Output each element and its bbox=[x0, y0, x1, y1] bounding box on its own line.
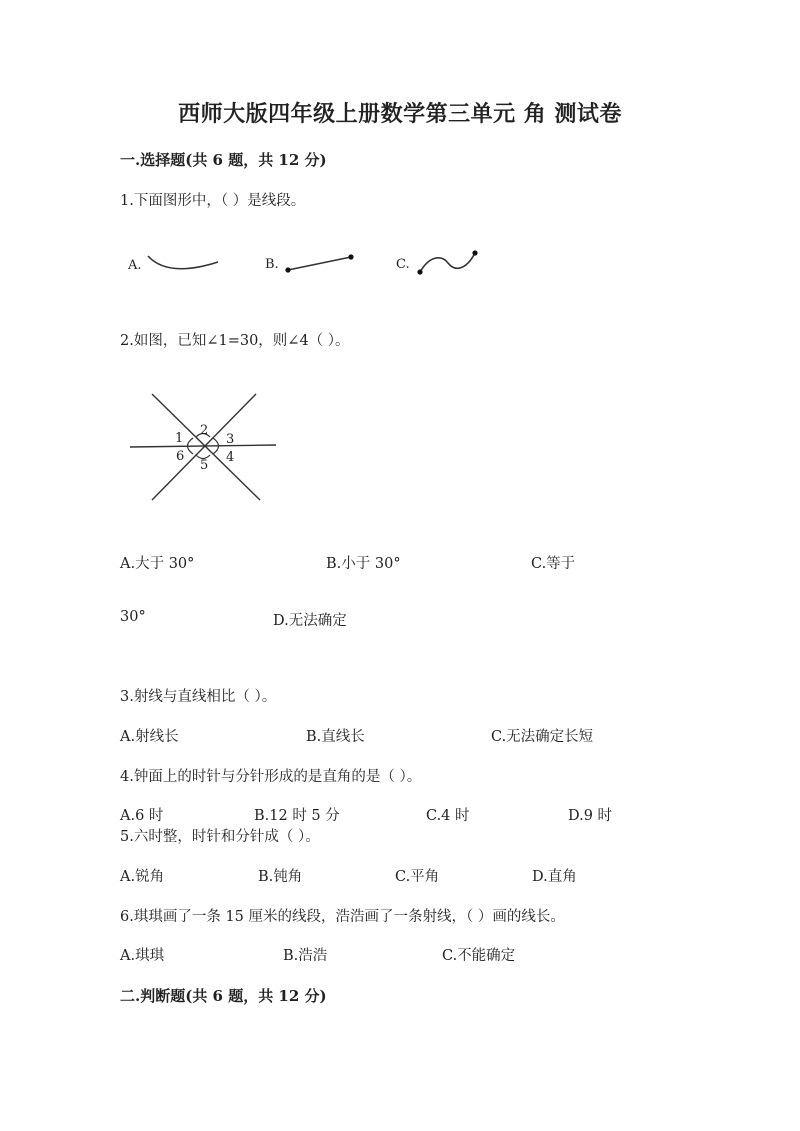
question-5-option-d[interactable]: D.直角 bbox=[532, 869, 577, 885]
figure-label-c: C. bbox=[396, 257, 410, 272]
angle-label-3: 3 bbox=[226, 432, 235, 447]
line-horizontal bbox=[130, 445, 276, 447]
question-6-option-b[interactable]: B.浩浩 bbox=[283, 948, 328, 964]
question-2-option-c[interactable]: C.等于 bbox=[531, 556, 576, 572]
section-heading-multiple-choice: 一.选择题(共 6 题，共 12 分) bbox=[120, 151, 327, 169]
question-4-option-c[interactable]: C.4 时 bbox=[426, 808, 470, 824]
figure-label-a: A. bbox=[128, 258, 142, 273]
figure-label-b: B. bbox=[265, 257, 279, 272]
angle-label-4: 4 bbox=[226, 450, 235, 465]
question-4-text: 4.钟面上的时针与分针形成的是直角的是（ ）。 bbox=[120, 769, 422, 785]
question-5-option-a[interactable]: A.锐角 bbox=[120, 869, 165, 885]
question-2-option-d[interactable]: D.无法确定 bbox=[273, 613, 347, 629]
question-2-text: 2.如图，已知∠1=30，则∠4（ ）。 bbox=[120, 333, 350, 349]
angle-label-6: 6 bbox=[176, 449, 185, 464]
question-1-text: 1.下面图形中，（ ）是线段。 bbox=[120, 193, 306, 209]
question-4-option-b[interactable]: B.12 时 5 分 bbox=[254, 808, 340, 824]
question-4-option-a[interactable]: A.6 时 bbox=[120, 808, 164, 824]
question-5-text: 5.六时整，时针和分针成（ ）。 bbox=[120, 829, 320, 845]
question-6-option-a[interactable]: A.琪琪 bbox=[120, 948, 165, 964]
question-3-option-c[interactable]: C.无法确定长短 bbox=[491, 729, 594, 745]
angle-label-2: 2 bbox=[200, 423, 209, 438]
question-2-option-a[interactable]: A.大于 30° bbox=[120, 556, 195, 572]
question-3-option-a[interactable]: A.射线长 bbox=[120, 729, 179, 745]
angle-label-5: 5 bbox=[200, 458, 209, 473]
question-5-option-c[interactable]: C.平角 bbox=[395, 869, 440, 885]
question-4-option-d[interactable]: D.9 时 bbox=[568, 808, 613, 824]
question-3-option-b[interactable]: B.直线长 bbox=[306, 729, 365, 745]
section-heading-true-false: 二.判断题(共 6 题，共 12 分) bbox=[120, 987, 327, 1005]
page-title: 西师大版四年级上册数学第三单元 角 测试卷 bbox=[178, 101, 622, 127]
question-6-option-c[interactable]: C.不能确定 bbox=[442, 948, 516, 964]
question-2-angle-figure bbox=[0, 0, 800, 520]
question-2-option-c-continued: 30° bbox=[120, 609, 146, 625]
question-6-text: 6.琪琪画了一条 15 厘米的线段，浩浩画了一条射线，（ ）画的线长。 bbox=[120, 909, 565, 925]
question-3-text: 3.射线与直线相比（ ）。 bbox=[120, 689, 277, 705]
question-2-option-b[interactable]: B.小于 30° bbox=[326, 556, 401, 572]
question-5-option-b[interactable]: B.钝角 bbox=[258, 869, 303, 885]
angle-label-1: 1 bbox=[175, 431, 184, 446]
